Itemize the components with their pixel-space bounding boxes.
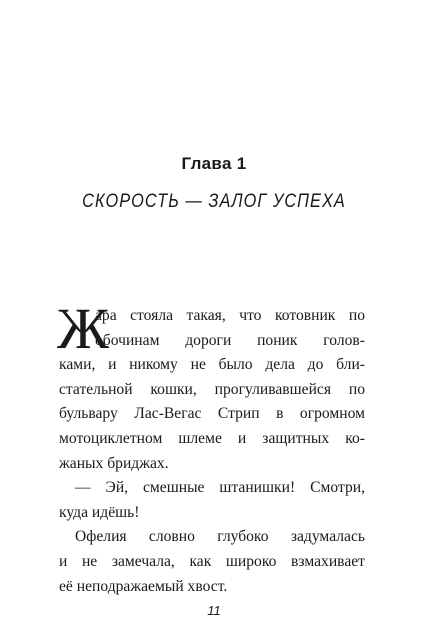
text-line: мотоциклетном шлеме и защитных ко-: [59, 429, 365, 447]
text-line: — Эй, смешные штанишки! Смотри,: [75, 479, 365, 497]
page-number: 11: [207, 603, 221, 618]
drop-cap: Ж: [57, 296, 109, 361]
text-line: стательной кошки, прогуливавшейся по: [59, 380, 365, 398]
text-line: куда идёшь!: [59, 503, 140, 521]
text-line: и не замечала, как широко взмахивает: [59, 552, 365, 570]
text-line: Офелия словно глубоко задумалась: [75, 528, 365, 546]
text-line: жаных бриджах.: [59, 454, 169, 472]
text-line: бульвару Лас-Вегас Стрип в огромном: [59, 405, 365, 423]
chapter-label: Глава 1: [181, 154, 247, 173]
chapter-title: СКОРОСТЬ — ЗАЛОГ УСПЕХА: [82, 191, 346, 212]
text-line: ками, и никому не было дела до бли-: [59, 356, 365, 374]
text-line: ара стояла такая, что котовник по: [95, 307, 365, 324]
text-line: её неподражаемый хвост.: [59, 577, 228, 595]
body-text: [57, 296, 365, 599]
text-line: обочинам дороги поник голов-: [95, 331, 365, 349]
